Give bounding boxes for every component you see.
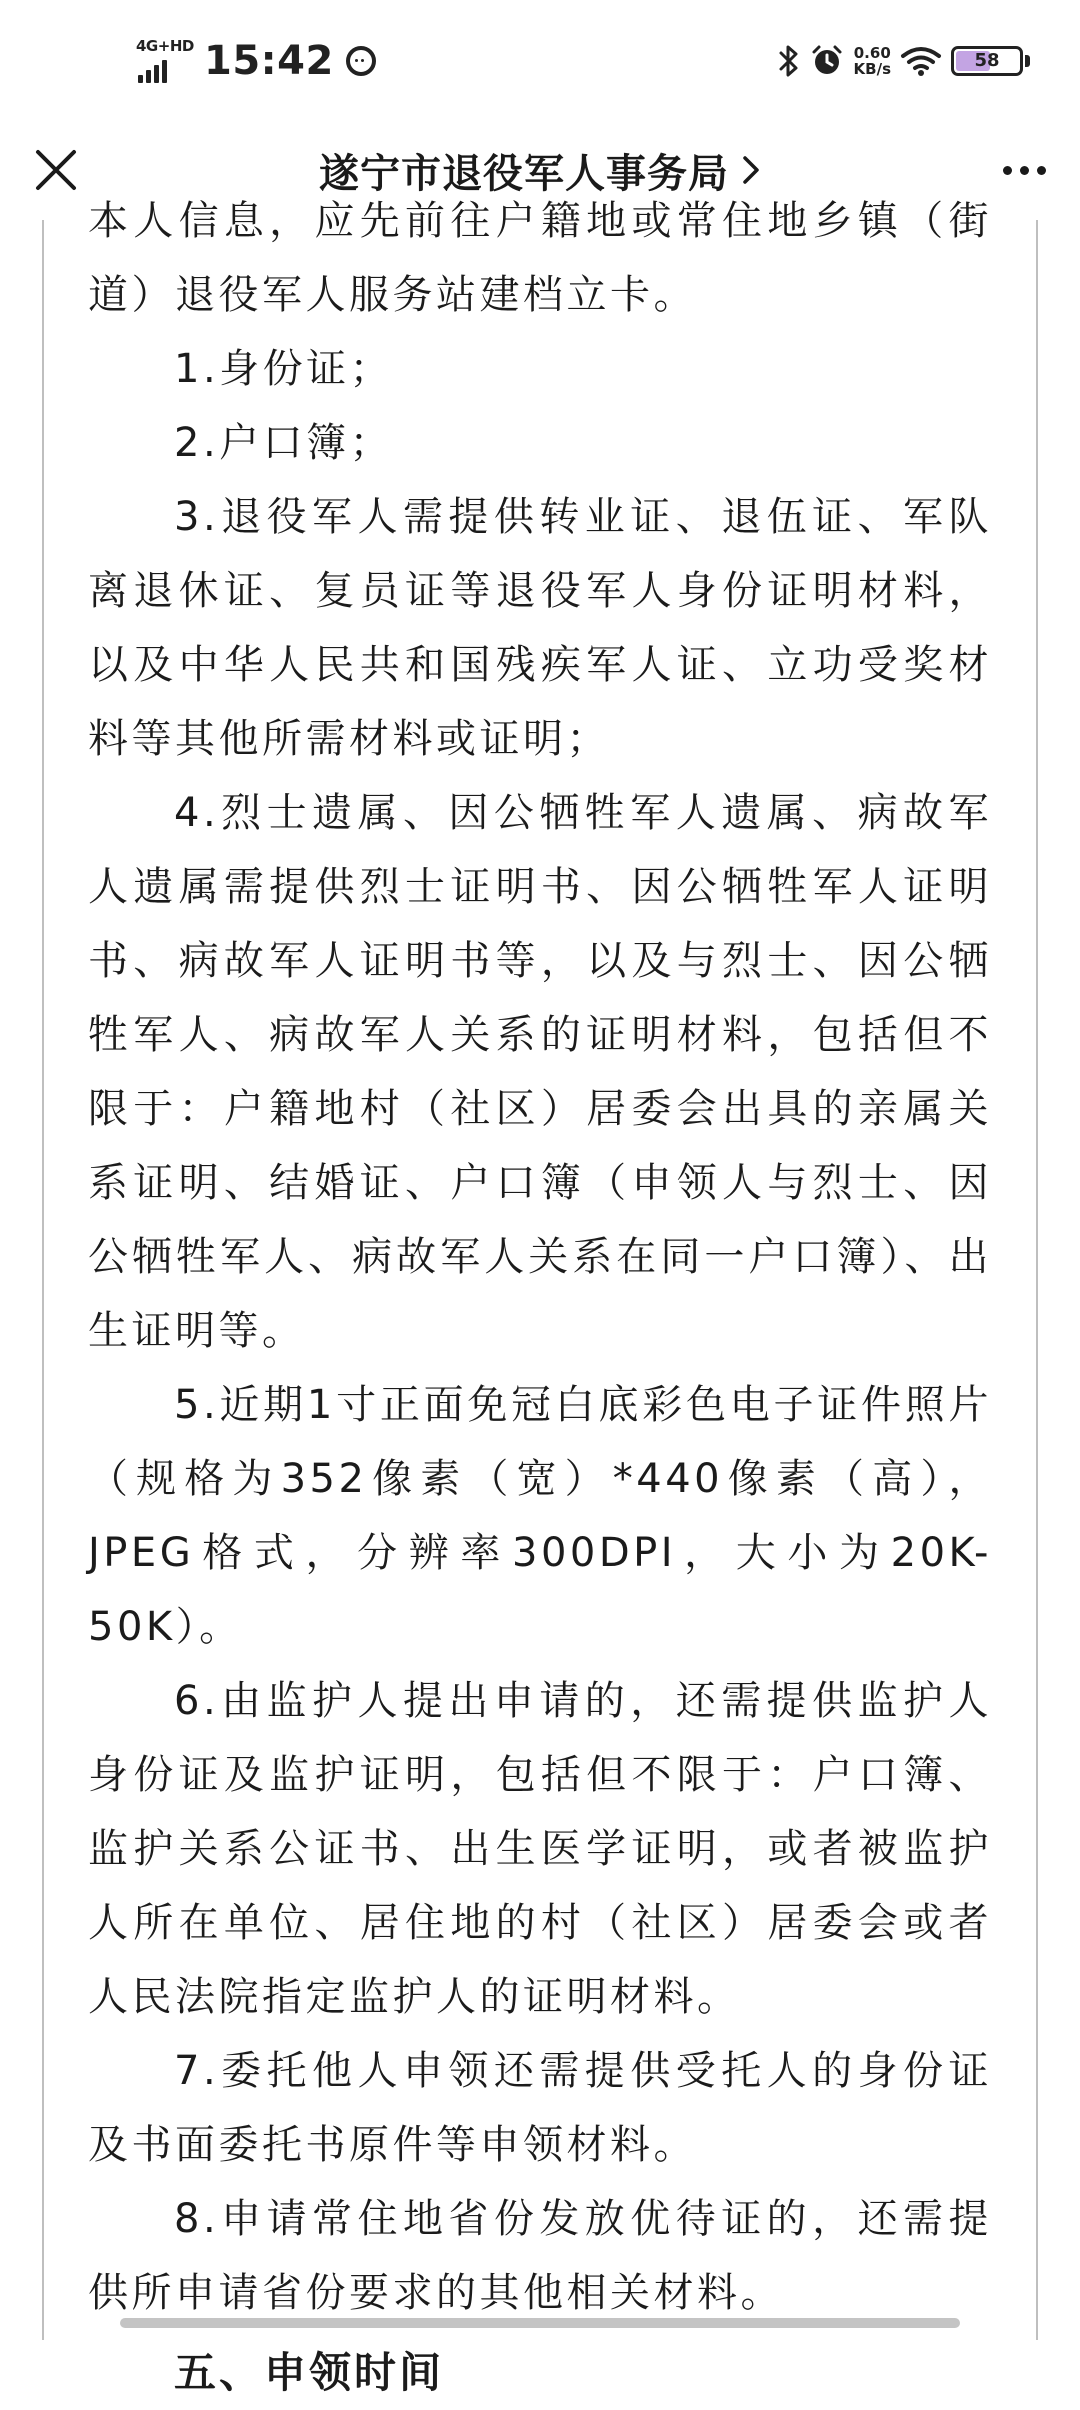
- close-button[interactable]: [28, 142, 84, 198]
- status-left: [136, 36, 376, 86]
- list-item: 8.申请常住地省份发放优待证的，还需提供所申请省份要求的其他相关材料。: [88, 2196, 992, 2316]
- status-bar: [0, 0, 1080, 120]
- more-button[interactable]: [996, 142, 1052, 198]
- list-item: 6.由监护人提出申请的，还需提供监护人身份证及监护证明，包括但不限于：户口簿、监护关系公证书、出生医学证明，或者被监护人所在单位、居住地的村（社区）居委会或者人民法院指定监护人的证明材料。: [88, 1678, 992, 2020]
- list-item: 1.身份证；: [174, 346, 394, 392]
- network-speed-value: 0.60: [853, 44, 891, 62]
- signal-icon: [136, 37, 196, 85]
- network-speed: [854, 45, 891, 77]
- article-body[interactable]: [0, 198, 1080, 2397]
- more-icon-dot: [1003, 166, 1012, 175]
- wifi-icon: [901, 46, 941, 76]
- network-speed-unit: KB/s: [853, 60, 891, 78]
- battery-level: 58: [974, 50, 1000, 71]
- more-icon-dot: [1037, 166, 1046, 175]
- list-item: 4.烈士遗属、因公牺牲军人遗属、病故军人遗属需提供烈士证明书、因公牺牲军人证明书、病故军人证明书等，以及与烈士、因公牺牲军人、病故军人关系的证明材料，包括但不限于：户籍地村（社区）居委会出具的亲属关系证明、结婚证、户口簿（申领人与烈士、因公牺牲军人、病故军人关系在同一户口簿）、出生证明等。: [88, 790, 992, 1354]
- page-title: 遂宁市退役军人事务局: [319, 150, 729, 197]
- bluetooth-icon: [778, 44, 800, 78]
- status-time: 15:42: [204, 38, 334, 84]
- status-right: [778, 38, 1030, 84]
- signal-bars: [138, 60, 167, 83]
- more-icon-dot: [1020, 166, 1029, 175]
- message-icon: [346, 46, 376, 76]
- battery-cap: [1025, 55, 1030, 67]
- list-item: 3.退役军人需提供转业证、退伍证、军队离退休证、复员证等退役军人身份证明材料，以及中华人民共和国残疾军人证、立功受奖材料等其他所需材料或证明；: [88, 494, 992, 762]
- list-item: 2.户口簿；: [174, 420, 394, 466]
- section-heading: 五、申领时间: [174, 2348, 445, 2397]
- list-item: 5.近期1寸正面免冠白底彩色电子证件照片（规格为352像素（宽）*440像素（高），JPEG格式，分辨率300DPI，大小为20K-50K）。: [88, 1382, 992, 1650]
- battery-body: [951, 46, 1023, 76]
- close-icon: [28, 142, 84, 198]
- network-type: 4G+HD: [136, 37, 194, 55]
- article-content: [88, 198, 992, 2410]
- list-item: 7.委托他人申领还需提供受托人的身份证及书面委托书原件等申领材料。: [88, 2048, 992, 2168]
- chevron-right-icon: [741, 154, 761, 186]
- horizontal-scrollbar[interactable]: [120, 2318, 960, 2328]
- battery-icon: [951, 46, 1030, 76]
- alarm-icon: [810, 44, 844, 78]
- intro-paragraph: 本人信息，应先前往户籍地或常住地乡镇（街道）退役军人服务站建档立卡。: [88, 198, 992, 318]
